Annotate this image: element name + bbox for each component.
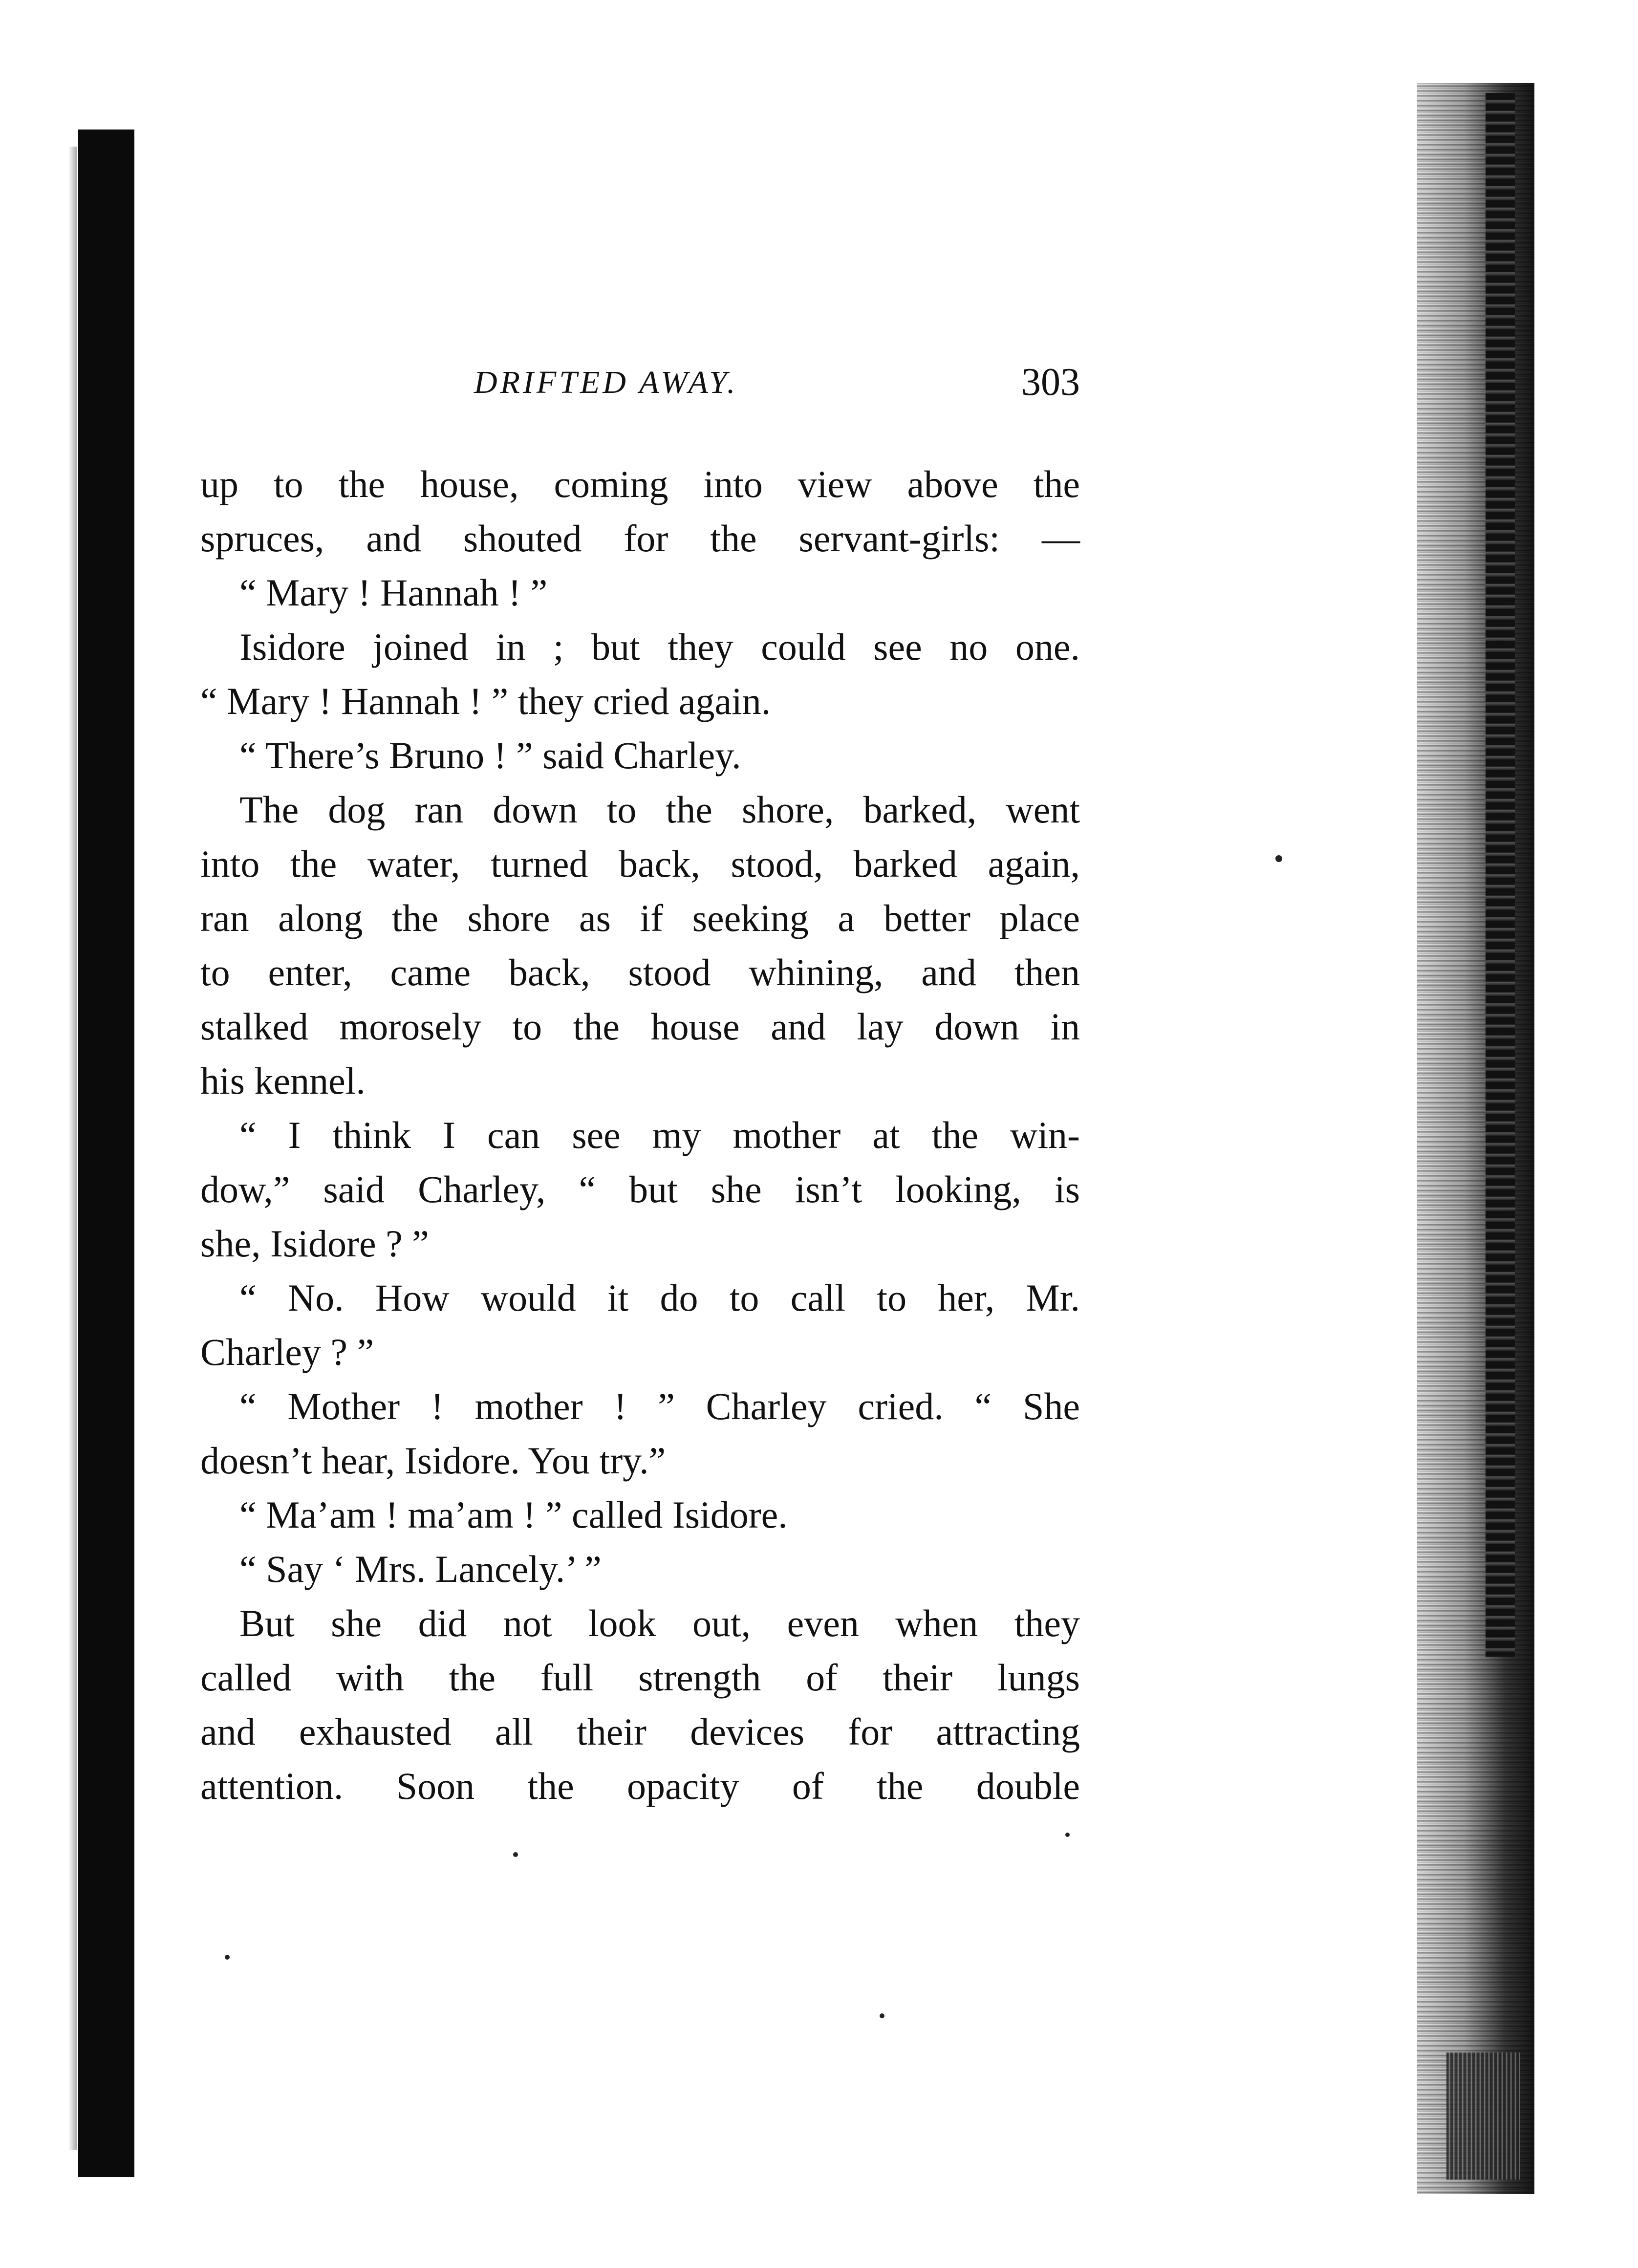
text-line: Charley ? ” [200,1331,374,1373]
scanned-page-edge [1417,83,1534,2194]
text-line: “ Mother ! mother ! ” Charley cried. “ She [239,1385,1080,1427]
text-line: “ Mary ! Hannah ! ” they cried again. [200,680,771,722]
text-line: and exhausted all their devices for attracting [200,1710,1080,1753]
text-line: “ Ma’am ! ma’am ! ” called Isidore. [239,1493,788,1536]
text-line: stalked morosely to the house and lay down in [200,1005,1080,1048]
text-line: Isidore joined in ; but they could see no one. [239,626,1080,668]
scan-speck [1275,855,1282,862]
text-line: “ There’s Bruno ! ” said Charley. [239,734,741,777]
text-line: into the water, turned back, stood, barked again, [200,842,1080,885]
text-line: she, Isidore ? ” [200,1222,429,1265]
text-line: attention. Soon the opacity of the double [200,1765,1080,1807]
body-text [200,457,1080,1813]
page-number: 303 [1021,361,1080,404]
text-line: dow,” said Charley, “ but she isn’t looking, is [200,1168,1080,1210]
scan-speck [880,2013,884,2018]
book-binding-strip [78,130,134,2177]
running-head: DRIFTED AWAY. [474,365,738,400]
text-line: The dog ran down to the shore, barked, went [239,788,1080,831]
scan-speck [225,1955,230,1960]
text-line: up to the house, coming into view above the [200,463,1080,505]
text-line: doesn’t hear, Isidore. You try.” [200,1439,666,1482]
scan-speck [1065,1833,1070,1837]
text-line: to enter, came back, stood whining, and then [200,951,1080,994]
scan-speck [513,1852,518,1857]
text-line: “ Say ‘ Mrs. Lancely.’ ” [239,1548,602,1590]
scanned-page-edge-bottom [1446,2052,1520,2180]
text-line: “ Mary ! Hannah ! ” [239,571,548,614]
text-line: called with the full strength of their lungs [200,1656,1080,1699]
text-line: But she did not look out, even when they [239,1602,1080,1644]
scanned-page-edge-dark [1486,93,1515,1657]
text-line: “ No. How would it do to call to her, Mr. [239,1276,1080,1319]
text-line: “ I think I can see my mother at the win- [239,1114,1080,1156]
text-line: his kennel. [200,1059,366,1102]
binding-shadow [68,147,77,2150]
page-header [200,361,1080,418]
text-line: spruces, and shouted for the servant-girls: — [200,517,1080,560]
text-line: ran along the shore as if seeking a better place [200,897,1080,939]
